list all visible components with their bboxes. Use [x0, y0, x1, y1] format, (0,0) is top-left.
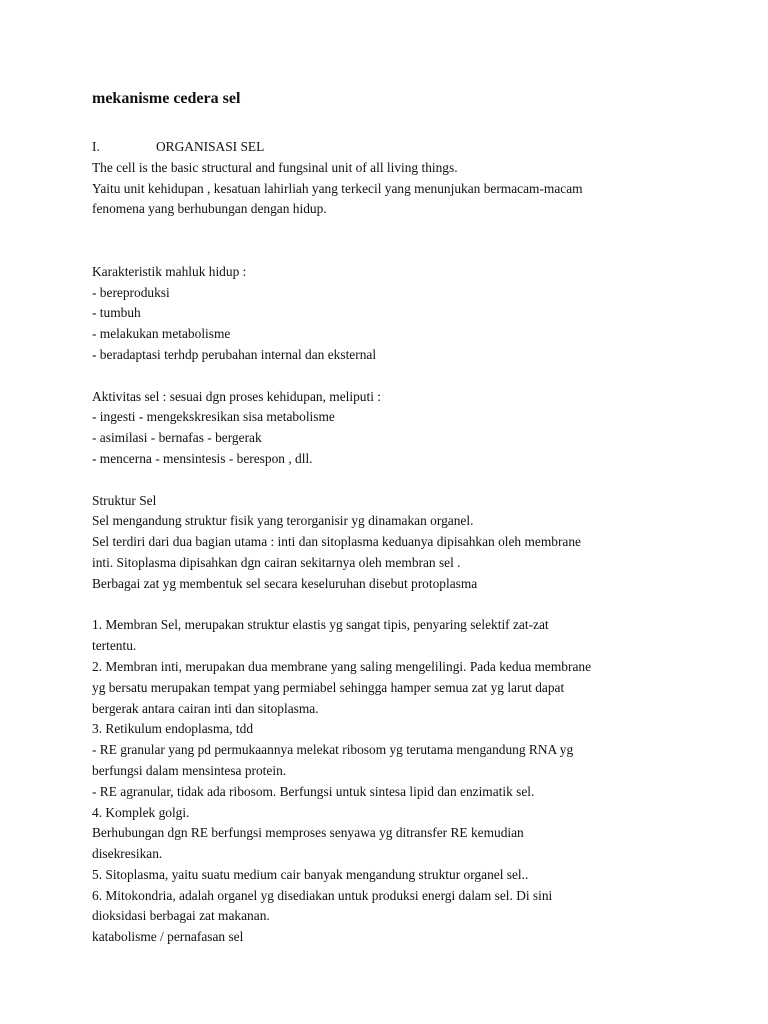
text-line: Berbagai zat yg membentuk sel secara keseluruhan disebut protoplasma	[92, 575, 478, 591]
list-item: tertentu.	[92, 638, 137, 654]
spacer	[92, 220, 708, 241]
text-line: The cell is the basic structural and fungsinal unit of all living things.	[92, 159, 458, 175]
list-item: - ingesti - mengekskresikan sisa metabolisme	[92, 409, 335, 425]
spacer	[92, 595, 708, 616]
list-item: - RE granular yang pd permukaannya melekat ribosom yg terutama mengandung RNA yg	[92, 742, 574, 758]
list-item: - beradaptasi terhdp perubahan internal dan eksternal	[92, 346, 377, 362]
list-item: disekresikan.	[92, 846, 163, 862]
list-item: 2. Membran inti, merupakan dua membrane yang saling mengelilingi. Pada kedua membrane	[92, 658, 592, 674]
text-line: inti. Sitoplasma dipisahkan dgn cairan sekitarnya oleh membran sel .	[92, 554, 461, 570]
list-item: 3. Retikulum endoplasma, tdd	[92, 721, 254, 737]
document-title: mekanisme cedera sel	[92, 90, 241, 107]
list-item: dioksidasi berbagai zat makanan.	[92, 908, 270, 924]
text-line: Karakteristik mahluk hidup :	[92, 263, 247, 279]
list-item: 4. Komplek golgi.	[92, 804, 190, 820]
text-line: fenomena yang berhubungan dengan hidup.	[92, 201, 327, 217]
list-item: 1. Membran Sel, merupakan struktur elastis yg sangat tipis, penyaring selektif zat-zat	[92, 617, 549, 633]
list-item: - mencerna - mensintesis - berespon , dll.	[92, 450, 313, 466]
text-line: Sel terdiri dari dua bagian utama : inti dan sitoplasma keduanya dipisahkan oleh membrane	[92, 534, 581, 550]
spacer	[92, 366, 708, 387]
aktivitas-block	[92, 387, 708, 470]
text-line: Sel mengandung struktur fisik yang terorganisir yg dinamakan organel.	[92, 513, 474, 529]
list-item: 6. Mitokondria, adalah organel yg disediakan untuk produksi energi dalam sel. Di sini	[92, 887, 553, 903]
text-line: Yaitu unit kehidupan , kesatuan lahirliah yang terkecil yang menunjukan bermacam-macam	[92, 180, 583, 196]
list-item: berfungsi dalam mensintesa protein.	[92, 762, 287, 778]
text-line: Struktur Sel	[92, 492, 157, 508]
list-item: - RE agranular, tidak ada ribosom. Berfungsi untuk sintesa lipid dan enzimatik sel.	[92, 783, 535, 799]
list-item: - tumbuh	[92, 305, 141, 321]
intro-paragraph	[92, 158, 708, 220]
list-item: yg bersatu merupakan tempat yang permiabel sehingga hamper semua zat yg larut dapat	[92, 679, 565, 695]
organel-list	[92, 615, 708, 948]
list-item: - melakukan metabolisme	[92, 326, 231, 342]
section-title: ORGANISASI SEL	[156, 139, 265, 154]
list-item: - bereproduksi	[92, 284, 170, 300]
list-item: bergerak antara cairan inti dan sitoplasma.	[92, 700, 319, 716]
section-number: I.	[92, 139, 100, 154]
karakteristik-block	[92, 262, 708, 366]
list-item: 5. Sitoplasma, yaitu suatu medium cair banyak mengandung struktur organel sel..	[92, 866, 529, 882]
list-item: katabolisme / pernafasan sel	[92, 929, 244, 945]
struktur-block	[92, 491, 708, 595]
spacer	[92, 241, 708, 262]
list-item: - asimilasi - bernafas - bergerak	[92, 430, 262, 446]
spacer	[92, 470, 708, 491]
text-line: Aktivitas sel : sesuai dgn proses kehidupan, meliputi :	[92, 388, 381, 404]
section-heading	[92, 137, 708, 158]
list-item: Berhubungan dgn RE berfungsi memproses senyawa yg ditransfer RE kemudian	[92, 825, 524, 841]
